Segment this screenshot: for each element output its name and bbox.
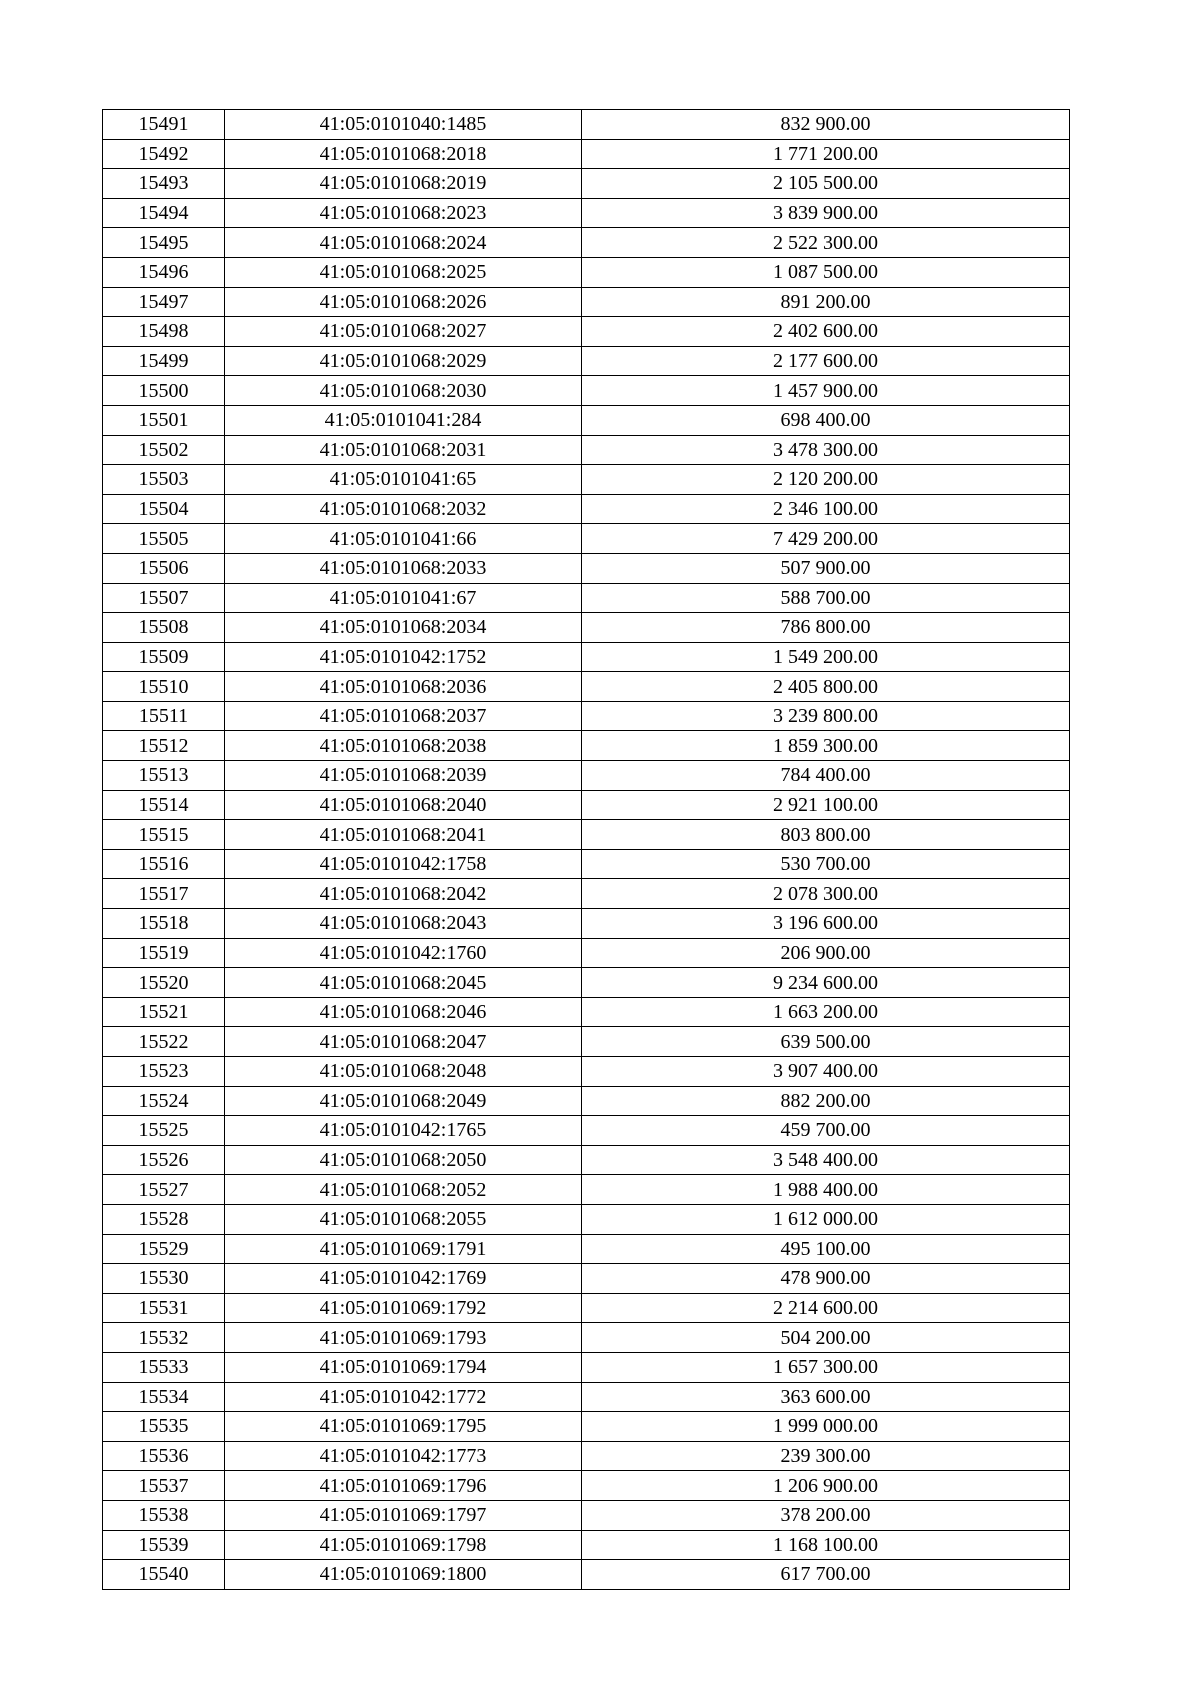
cadastral-value-cell: 206 900.00 xyxy=(582,938,1070,968)
table-row xyxy=(103,1560,1070,1590)
table-row xyxy=(103,968,1070,998)
cadastral-value-cell: 504 200.00 xyxy=(582,1323,1070,1353)
cadastral-value-cell: 378 200.00 xyxy=(582,1500,1070,1530)
row-number-cell: 15504 xyxy=(103,494,225,524)
table-row xyxy=(103,1530,1070,1560)
table-row xyxy=(103,1471,1070,1501)
cadastral-value-cell: 1 859 300.00 xyxy=(582,731,1070,761)
cadastral-value-cell: 459 700.00 xyxy=(582,1116,1070,1146)
cadastral-value-cell: 1 457 900.00 xyxy=(582,376,1070,406)
cadastral-number-cell: 41:05:0101068:2045 xyxy=(225,968,582,998)
row-number-cell: 15494 xyxy=(103,198,225,228)
table-row xyxy=(103,435,1070,465)
table-row xyxy=(103,849,1070,879)
row-number-cell: 15533 xyxy=(103,1352,225,1382)
cadastral-value-cell: 617 700.00 xyxy=(582,1560,1070,1590)
cadastral-number-cell: 41:05:0101068:2038 xyxy=(225,731,582,761)
row-number-cell: 15493 xyxy=(103,169,225,199)
row-number-cell: 15528 xyxy=(103,1204,225,1234)
row-number-cell: 15491 xyxy=(103,110,225,140)
table-row xyxy=(103,1027,1070,1057)
cadastral-value-cell: 1 771 200.00 xyxy=(582,139,1070,169)
table-row xyxy=(103,494,1070,524)
row-number-cell: 15511 xyxy=(103,701,225,731)
cadastral-number-cell: 41:05:0101042:1772 xyxy=(225,1382,582,1412)
cadastral-number-cell: 41:05:0101068:2034 xyxy=(225,613,582,643)
cadastral-number-cell: 41:05:0101068:2050 xyxy=(225,1145,582,1175)
table-row xyxy=(103,1441,1070,1471)
cadastral-number-cell: 41:05:0101042:1765 xyxy=(225,1116,582,1146)
table-row xyxy=(103,642,1070,672)
cadastral-number-cell: 41:05:0101068:2043 xyxy=(225,909,582,939)
table-row xyxy=(103,997,1070,1027)
cadastral-value-cell: 507 900.00 xyxy=(582,553,1070,583)
row-number-cell: 15516 xyxy=(103,849,225,879)
row-number-cell: 15539 xyxy=(103,1530,225,1560)
table-row xyxy=(103,1057,1070,1087)
row-number-cell: 15506 xyxy=(103,553,225,583)
cadastral-number-cell: 41:05:0101068:2025 xyxy=(225,257,582,287)
row-number-cell: 15520 xyxy=(103,968,225,998)
row-number-cell: 15538 xyxy=(103,1500,225,1530)
table-row xyxy=(103,1323,1070,1353)
cadastral-number-cell: 41:05:0101041:67 xyxy=(225,583,582,613)
table-row xyxy=(103,1352,1070,1382)
table-row xyxy=(103,405,1070,435)
row-number-cell: 15510 xyxy=(103,672,225,702)
cadastral-number-cell: 41:05:0101068:2052 xyxy=(225,1175,582,1205)
cadastral-value-cell: 3 478 300.00 xyxy=(582,435,1070,465)
table-row xyxy=(103,701,1070,731)
table-row xyxy=(103,1204,1070,1234)
cadastral-value-cell: 1 663 200.00 xyxy=(582,997,1070,1027)
cadastral-number-cell: 41:05:0101068:2037 xyxy=(225,701,582,731)
row-number-cell: 15519 xyxy=(103,938,225,968)
cadastral-number-cell: 41:05:0101068:2036 xyxy=(225,672,582,702)
table-row xyxy=(103,376,1070,406)
cadastral-number-cell: 41:05:0101069:1795 xyxy=(225,1412,582,1442)
cadastral-value-cell: 2 522 300.00 xyxy=(582,228,1070,258)
table-row xyxy=(103,761,1070,791)
cadastral-value-cell: 7 429 200.00 xyxy=(582,524,1070,554)
table-row xyxy=(103,1412,1070,1442)
row-number-cell: 15501 xyxy=(103,405,225,435)
cadastral-number-cell: 41:05:0101068:2018 xyxy=(225,139,582,169)
row-number-cell: 15512 xyxy=(103,731,225,761)
table-row xyxy=(103,110,1070,140)
cadastral-number-cell: 41:05:0101068:2047 xyxy=(225,1027,582,1057)
cadastral-value-cell: 1 206 900.00 xyxy=(582,1471,1070,1501)
row-number-cell: 15524 xyxy=(103,1086,225,1116)
row-number-cell: 15503 xyxy=(103,465,225,495)
table-body xyxy=(103,110,1070,1590)
cadastral-value-cell: 1 087 500.00 xyxy=(582,257,1070,287)
cadastral-value-table xyxy=(102,109,1070,1590)
cadastral-value-cell: 1 168 100.00 xyxy=(582,1530,1070,1560)
cadastral-value-cell: 891 200.00 xyxy=(582,287,1070,317)
row-number-cell: 15531 xyxy=(103,1293,225,1323)
cadastral-value-cell: 363 600.00 xyxy=(582,1382,1070,1412)
table-row xyxy=(103,1145,1070,1175)
cadastral-value-cell: 3 196 600.00 xyxy=(582,909,1070,939)
cadastral-number-cell: 41:05:0101068:2027 xyxy=(225,317,582,347)
row-number-cell: 15517 xyxy=(103,879,225,909)
row-number-cell: 15525 xyxy=(103,1116,225,1146)
cadastral-number-cell: 41:05:0101069:1793 xyxy=(225,1323,582,1353)
cadastral-number-cell: 41:05:0101068:2049 xyxy=(225,1086,582,1116)
table-row xyxy=(103,820,1070,850)
row-number-cell: 15535 xyxy=(103,1412,225,1442)
cadastral-value-cell: 2 921 100.00 xyxy=(582,790,1070,820)
cadastral-value-cell: 588 700.00 xyxy=(582,583,1070,613)
cadastral-value-cell: 478 900.00 xyxy=(582,1264,1070,1294)
row-number-cell: 15529 xyxy=(103,1234,225,1264)
table-row xyxy=(103,228,1070,258)
row-number-cell: 15508 xyxy=(103,613,225,643)
cadastral-number-cell: 41:05:0101042:1773 xyxy=(225,1441,582,1471)
cadastral-value-cell: 2 120 200.00 xyxy=(582,465,1070,495)
cadastral-value-cell: 2 214 600.00 xyxy=(582,1293,1070,1323)
cadastral-number-cell: 41:05:0101068:2042 xyxy=(225,879,582,909)
table-row xyxy=(103,790,1070,820)
cadastral-number-cell: 41:05:0101069:1798 xyxy=(225,1530,582,1560)
table-row xyxy=(103,1293,1070,1323)
table-row xyxy=(103,938,1070,968)
cadastral-value-cell: 239 300.00 xyxy=(582,1441,1070,1471)
cadastral-number-cell: 41:05:0101068:2032 xyxy=(225,494,582,524)
table-row xyxy=(103,1264,1070,1294)
cadastral-number-cell: 41:05:0101068:2029 xyxy=(225,346,582,376)
row-number-cell: 15530 xyxy=(103,1264,225,1294)
cadastral-number-cell: 41:05:0101068:2030 xyxy=(225,376,582,406)
row-number-cell: 15521 xyxy=(103,997,225,1027)
table-row xyxy=(103,524,1070,554)
row-number-cell: 15498 xyxy=(103,317,225,347)
cadastral-value-cell: 832 900.00 xyxy=(582,110,1070,140)
cadastral-number-cell: 41:05:0101068:2055 xyxy=(225,1204,582,1234)
cadastral-value-cell: 1 999 000.00 xyxy=(582,1412,1070,1442)
row-number-cell: 15523 xyxy=(103,1057,225,1087)
row-number-cell: 15540 xyxy=(103,1560,225,1590)
row-number-cell: 15495 xyxy=(103,228,225,258)
table-row xyxy=(103,583,1070,613)
cadastral-number-cell: 41:05:0101069:1791 xyxy=(225,1234,582,1264)
table-row xyxy=(103,317,1070,347)
table-row xyxy=(103,346,1070,376)
cadastral-value-cell: 2 105 500.00 xyxy=(582,169,1070,199)
table-row xyxy=(103,139,1070,169)
row-number-cell: 15502 xyxy=(103,435,225,465)
cadastral-value-cell: 3 839 900.00 xyxy=(582,198,1070,228)
table-row xyxy=(103,613,1070,643)
cadastral-number-cell: 41:05:0101068:2041 xyxy=(225,820,582,850)
cadastral-value-cell: 3 548 400.00 xyxy=(582,1145,1070,1175)
cadastral-number-cell: 41:05:0101068:2048 xyxy=(225,1057,582,1087)
cadastral-value-cell: 2 402 600.00 xyxy=(582,317,1070,347)
cadastral-value-cell: 882 200.00 xyxy=(582,1086,1070,1116)
cadastral-value-cell: 3 239 800.00 xyxy=(582,701,1070,731)
row-number-cell: 15497 xyxy=(103,287,225,317)
cadastral-value-cell: 786 800.00 xyxy=(582,613,1070,643)
row-number-cell: 15499 xyxy=(103,346,225,376)
cadastral-number-cell: 41:05:0101068:2019 xyxy=(225,169,582,199)
cadastral-number-cell: 41:05:0101068:2023 xyxy=(225,198,582,228)
cadastral-number-cell: 41:05:0101068:2026 xyxy=(225,287,582,317)
table-row xyxy=(103,909,1070,939)
cadastral-number-cell: 41:05:0101068:2024 xyxy=(225,228,582,258)
row-number-cell: 15509 xyxy=(103,642,225,672)
table-row xyxy=(103,1116,1070,1146)
cadastral-number-cell: 41:05:0101040:1485 xyxy=(225,110,582,140)
table-row xyxy=(103,257,1070,287)
cadastral-number-cell: 41:05:0101041:65 xyxy=(225,465,582,495)
cadastral-value-cell: 784 400.00 xyxy=(582,761,1070,791)
cadastral-value-cell: 3 907 400.00 xyxy=(582,1057,1070,1087)
row-number-cell: 15532 xyxy=(103,1323,225,1353)
cadastral-number-cell: 41:05:0101069:1800 xyxy=(225,1560,582,1590)
row-number-cell: 15526 xyxy=(103,1145,225,1175)
cadastral-number-cell: 41:05:0101069:1792 xyxy=(225,1293,582,1323)
cadastral-value-cell: 1 612 000.00 xyxy=(582,1204,1070,1234)
table-row xyxy=(103,1234,1070,1264)
table-row xyxy=(103,879,1070,909)
table-row xyxy=(103,1175,1070,1205)
table-row xyxy=(103,169,1070,199)
cadastral-value-cell: 2 346 100.00 xyxy=(582,494,1070,524)
row-number-cell: 15496 xyxy=(103,257,225,287)
cadastral-value-cell: 2 078 300.00 xyxy=(582,879,1070,909)
cadastral-number-cell: 41:05:0101042:1760 xyxy=(225,938,582,968)
cadastral-number-cell: 41:05:0101041:66 xyxy=(225,524,582,554)
cadastral-number-cell: 41:05:0101068:2033 xyxy=(225,553,582,583)
table-row xyxy=(103,198,1070,228)
table-row xyxy=(103,672,1070,702)
row-number-cell: 15513 xyxy=(103,761,225,791)
cadastral-value-cell: 2 405 800.00 xyxy=(582,672,1070,702)
cadastral-number-cell: 41:05:0101042:1769 xyxy=(225,1264,582,1294)
cadastral-number-cell: 41:05:0101068:2039 xyxy=(225,761,582,791)
table-row xyxy=(103,287,1070,317)
row-number-cell: 15500 xyxy=(103,376,225,406)
row-number-cell: 15505 xyxy=(103,524,225,554)
row-number-cell: 15492 xyxy=(103,139,225,169)
cadastral-value-cell: 495 100.00 xyxy=(582,1234,1070,1264)
cadastral-number-cell: 41:05:0101068:2031 xyxy=(225,435,582,465)
table-row xyxy=(103,1086,1070,1116)
cadastral-number-cell: 41:05:0101041:284 xyxy=(225,405,582,435)
row-number-cell: 15515 xyxy=(103,820,225,850)
cadastral-number-cell: 41:05:0101042:1758 xyxy=(225,849,582,879)
row-number-cell: 15522 xyxy=(103,1027,225,1057)
table-row xyxy=(103,1382,1070,1412)
cadastral-value-cell: 803 800.00 xyxy=(582,820,1070,850)
cadastral-number-cell: 41:05:0101069:1794 xyxy=(225,1352,582,1382)
cadastral-number-cell: 41:05:0101068:2040 xyxy=(225,790,582,820)
cadastral-value-cell: 2 177 600.00 xyxy=(582,346,1070,376)
row-number-cell: 15527 xyxy=(103,1175,225,1205)
table-row xyxy=(103,1500,1070,1530)
cadastral-value-cell: 530 700.00 xyxy=(582,849,1070,879)
table-row xyxy=(103,465,1070,495)
cadastral-value-cell: 698 400.00 xyxy=(582,405,1070,435)
cadastral-value-cell: 9 234 600.00 xyxy=(582,968,1070,998)
cadastral-number-cell: 41:05:0101068:2046 xyxy=(225,997,582,1027)
cadastral-number-cell: 41:05:0101042:1752 xyxy=(225,642,582,672)
cadastral-number-cell: 41:05:0101069:1797 xyxy=(225,1500,582,1530)
table-row xyxy=(103,731,1070,761)
row-number-cell: 15534 xyxy=(103,1382,225,1412)
cadastral-value-cell: 1 657 300.00 xyxy=(582,1352,1070,1382)
row-number-cell: 15507 xyxy=(103,583,225,613)
row-number-cell: 15518 xyxy=(103,909,225,939)
cadastral-value-cell: 1 549 200.00 xyxy=(582,642,1070,672)
row-number-cell: 15537 xyxy=(103,1471,225,1501)
cadastral-value-cell: 1 988 400.00 xyxy=(582,1175,1070,1205)
row-number-cell: 15514 xyxy=(103,790,225,820)
cadastral-value-cell: 639 500.00 xyxy=(582,1027,1070,1057)
row-number-cell: 15536 xyxy=(103,1441,225,1471)
table-row xyxy=(103,553,1070,583)
cadastral-number-cell: 41:05:0101069:1796 xyxy=(225,1471,582,1501)
